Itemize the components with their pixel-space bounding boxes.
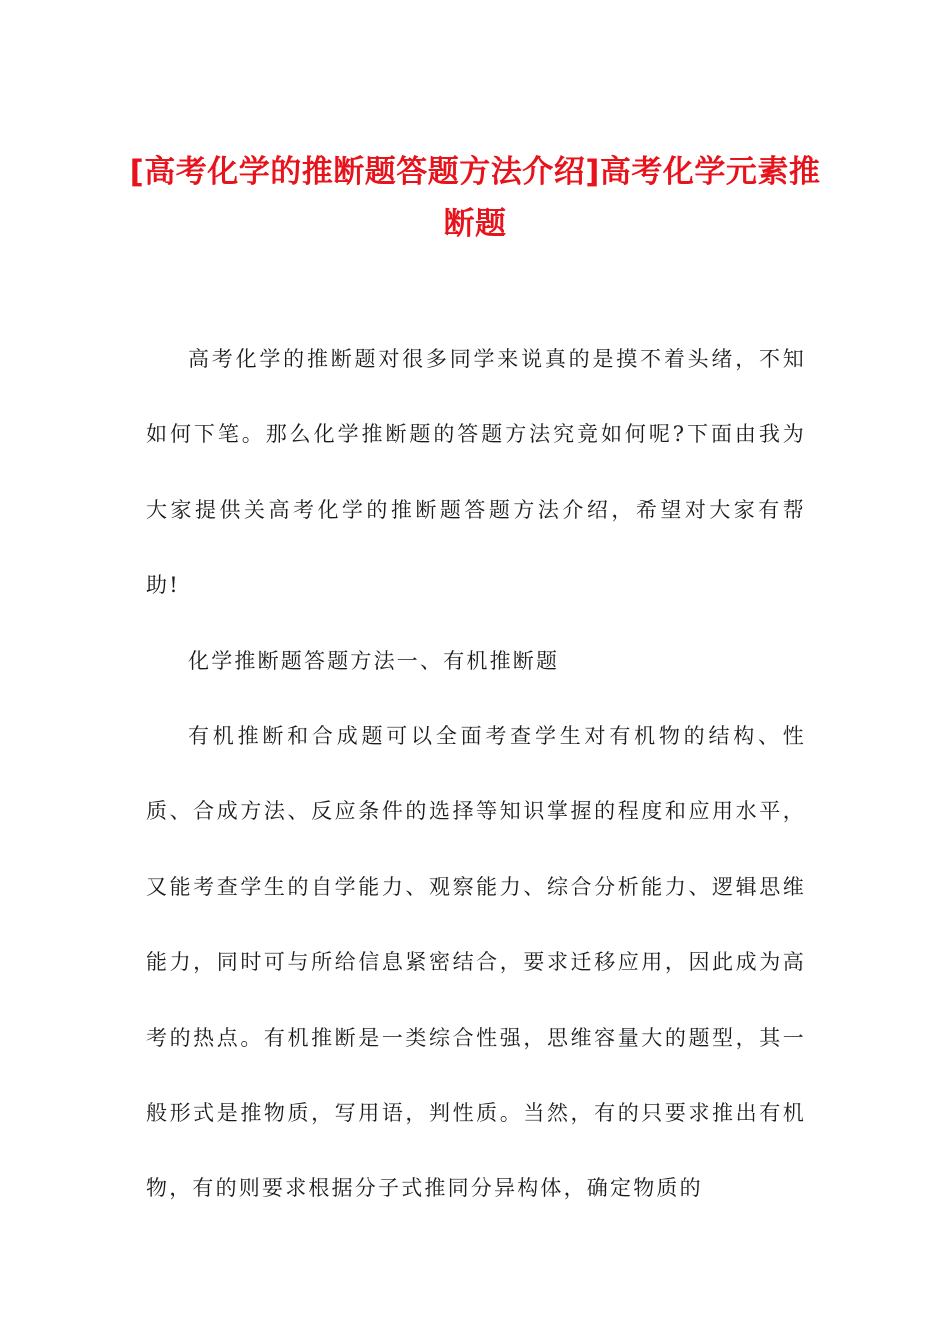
paragraph-organic-inference: 有机推断和合成题可以全面考查学生对有机物的结构、性质、合成方法、反应条件的选择等知识掌握的程度和应用水平，又能考查学生的自学能力、观察能力、综合分析能力、逻辑思维能力，同时可与所给信息紧密结合，要求迁移应用，因此成为高考的热点。有机推断是一类综合性强，思维容量大的题型，其一般形式是推物质，写用语，判性质。当然，有的只要求推出有机物，有的则要求根据分子式推同分异构体，确定物质的 (146, 724, 806, 1201)
paragraph-section-heading: 化学推断题答题方法一、有机推断题 (188, 648, 560, 673)
paragraph-intro: 高考化学的推断题对很多同学来说真的是摸不着头绪，不知如何下笔。那么化学推断题的答题方法究竟如何呢?下面由我为大家提供关高考化学的推断题答题方法介绍，希望对大家有帮助! (146, 347, 806, 598)
document-title: [高考化学的推断题答题方法介绍]高考化学元素推断题 (129, 154, 821, 242)
document-body (146, 322, 806, 1227)
